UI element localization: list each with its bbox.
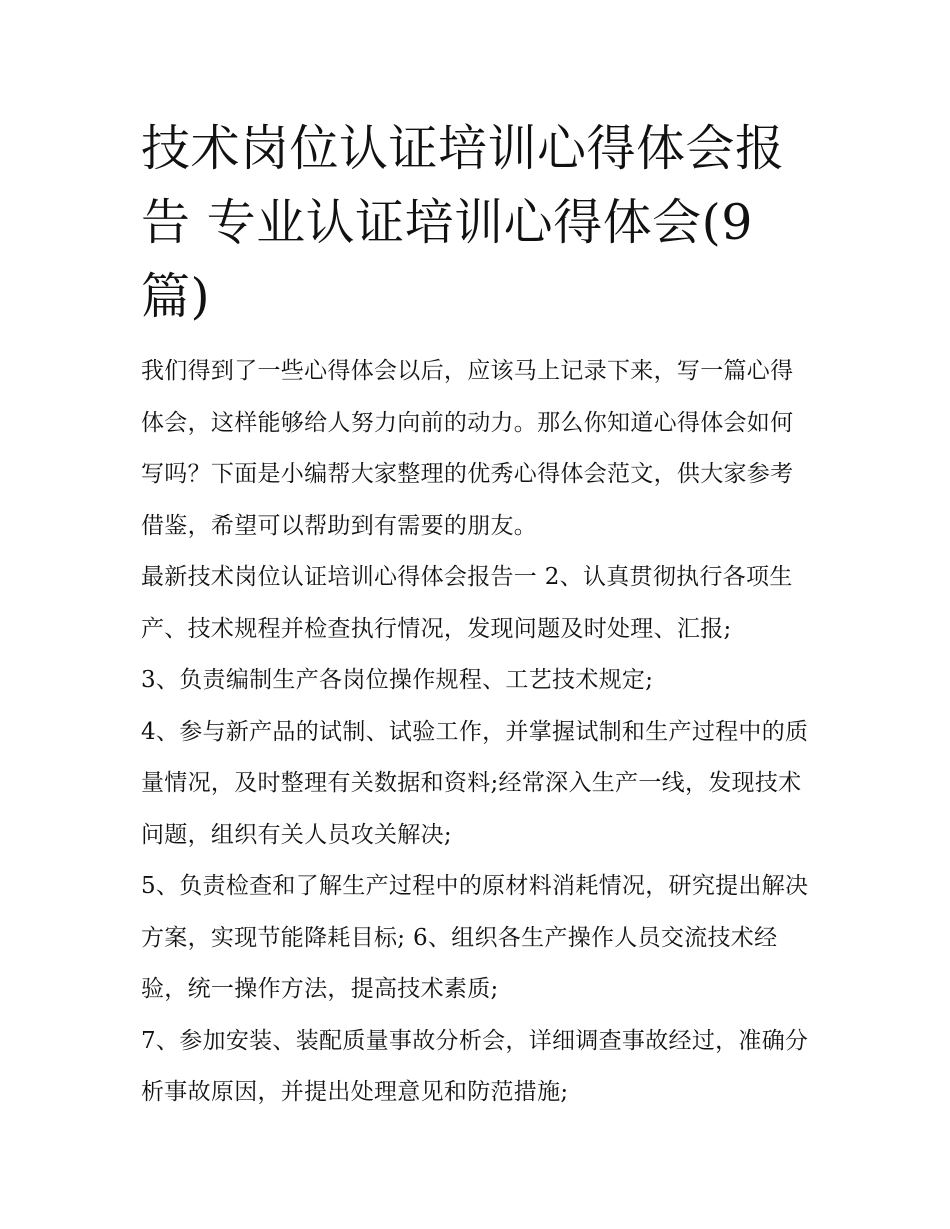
body-paragraph-2: 3、负责编制生产各岗位操作规程、工艺技术规定; — [141, 667, 654, 693]
intro-paragraph: 我们得到了一些心得体会以后，应该马上记录下来，写一篇心得体会，这样能够给人努力向前的动力。那么你知道心得体会如何写吗？下面是小编帮大家整理的优秀心得体会范文，供大家参考借鉴，希望可以帮助到有需要的朋友。 — [141, 358, 794, 539]
body-paragraph-5: 7、参加安装、装配质量事故分析会，详细调查事故经过，准确分析事故原因，并提出处理意见和防范措施; — [141, 1027, 809, 1105]
body-paragraph-3: 4、参与新产品的试制、试验工作，并掌握试制和生产过程中的质量情况，及时整理有关数据和资料;经常深入生产一线，发现技术问题，组织有关人员攻关解决; — [141, 718, 809, 848]
body-paragraph-4: 5、负责检查和了解生产过程中的原材料消耗情况，研究提出解决方案，实现节能降耗目标; 6、组织各生产操作人员交流技术经验，统一操作方法，提高技术素质; — [141, 873, 809, 1002]
document-page — [141, 112, 813, 1119]
body-paragraph-1: 最新技术岗位认证培训心得体会报告一 2、认真贯彻执行各项生产、技术规程并检查执行情况，发现问题及时处理、汇报; — [141, 564, 793, 642]
document-title: 技术岗位认证培训心得体会报告 专业认证培训心得体会(9篇) — [141, 120, 785, 325]
